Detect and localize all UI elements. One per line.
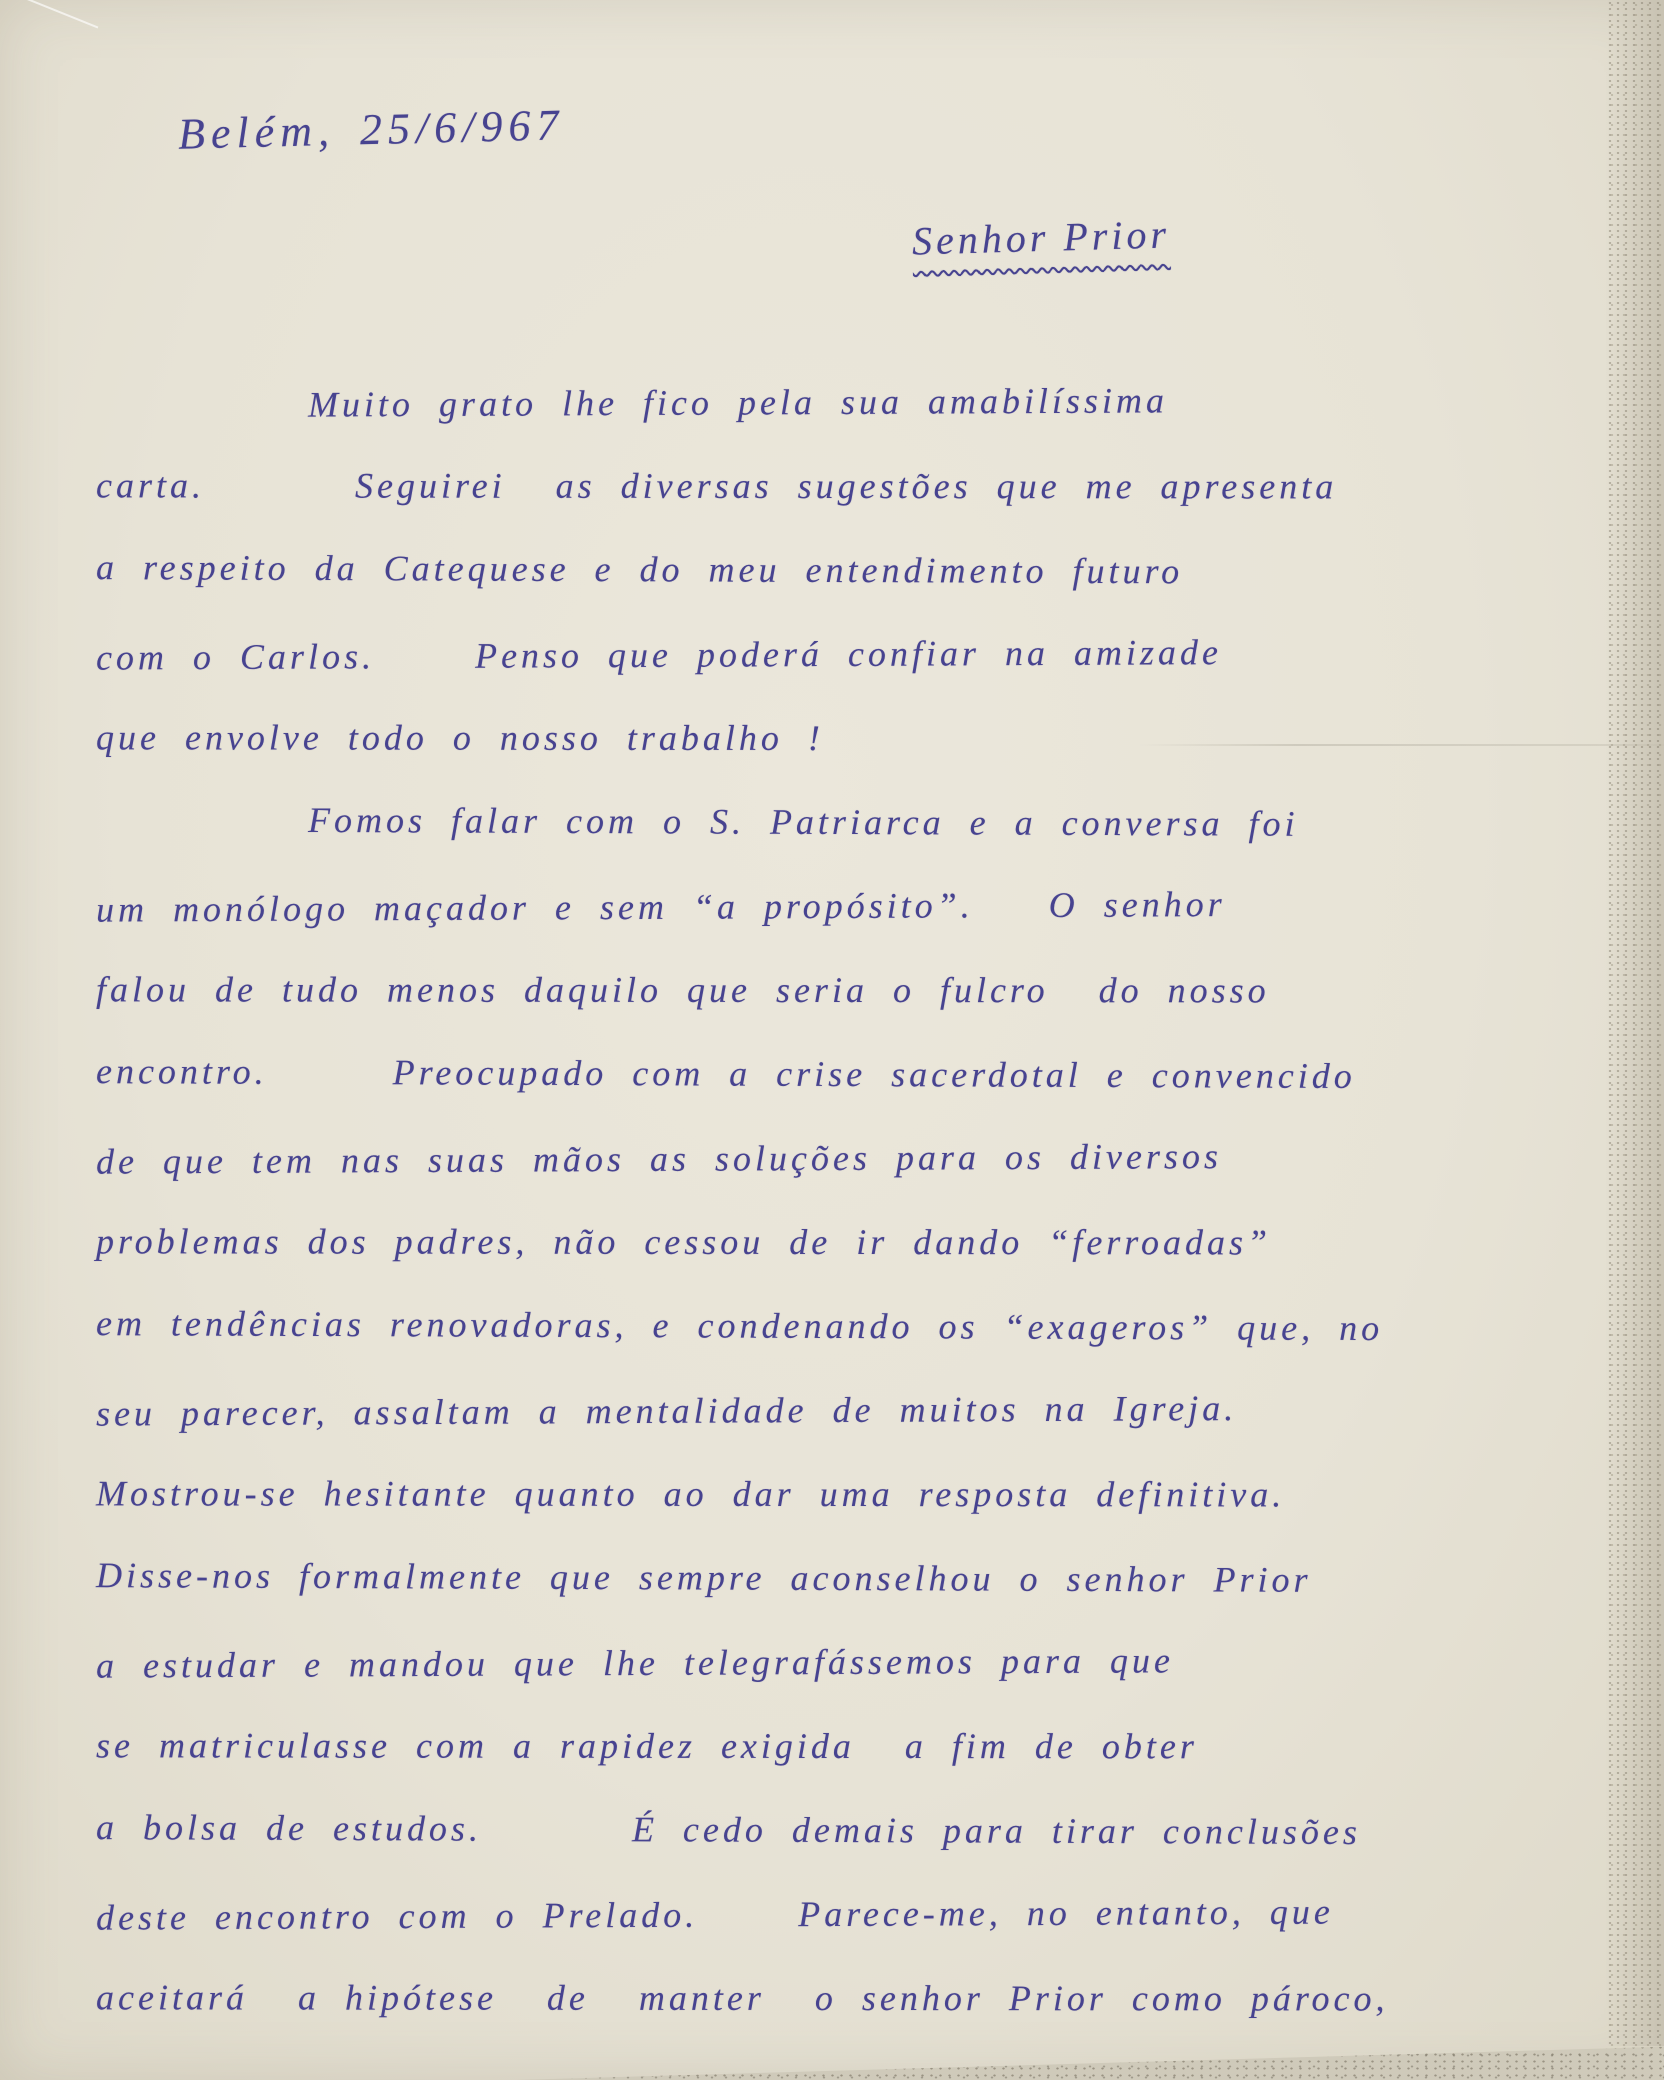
letter-line: com o Carlos. Penso que poderá confiar na amizade (95, 632, 1223, 678)
letter-line: a estudar e mandou que lhe telegrafássemos para que (95, 1640, 1174, 1686)
letter-line: Fomos falar com o S. Patriarca e a conversa foi (307, 799, 1299, 844)
letter-line: a respeito da Catequese e do meu entendimento futuro (95, 547, 1184, 592)
letter-line: seu parecer, assaltam a mentalidade de muitos na Igreja. (95, 1388, 1238, 1434)
letter-line: aceitará a hipótese de manter o senhor Prior como pároco, (95, 1977, 1389, 2019)
salutation: Senhor Prior (911, 211, 1171, 264)
letter-line: Mostrou-se hesitante quanto ao dar uma resposta definitiva. (95, 1473, 1286, 1515)
letter-line: em tendências renovadoras, e condenando os “exageros” que, no (95, 1303, 1384, 1349)
letter-line: Disse-nos formalmente que sempre aconselhou o senhor Prior (95, 1555, 1312, 1600)
letter-line: deste encontro com o Prelado. Parece-me, no entanto, que (95, 1891, 1334, 1938)
letter-line: carta. Seguirei as diversas sugestões que me apresenta (95, 465, 1338, 507)
letter-line: que envolve todo o nosso trabalho ! (95, 717, 824, 758)
letter-line: problemas dos padres, não cessou de ir dando “ferroadas” (95, 1221, 1272, 1263)
letter-line: Muito grato lhe fico pela sua amabilíssima (307, 380, 1169, 425)
letter-line: se matriculasse com a rapidez exigida a fim de obter (95, 1725, 1198, 1767)
letter-line: um monólogo maçador e sem “a propósito”. O senhor (95, 884, 1226, 930)
scan-edge-texture (1606, 0, 1664, 2046)
letter-body (96, 360, 1576, 2040)
letter-line: de que tem nas suas mãos as soluções para os diversos (95, 1136, 1223, 1182)
date-line: Belém, 25/6/967 (177, 100, 565, 159)
letter-line: a bolsa de estudos. É cedo demais para tirar conclusões (95, 1807, 1361, 1853)
letter-line: falou de tudo menos daquilo que seria o fulcro do nosso (95, 969, 1270, 1011)
letter-line: encontro. Preocupado com a crise sacerdotal e convencido (95, 1051, 1356, 1096)
